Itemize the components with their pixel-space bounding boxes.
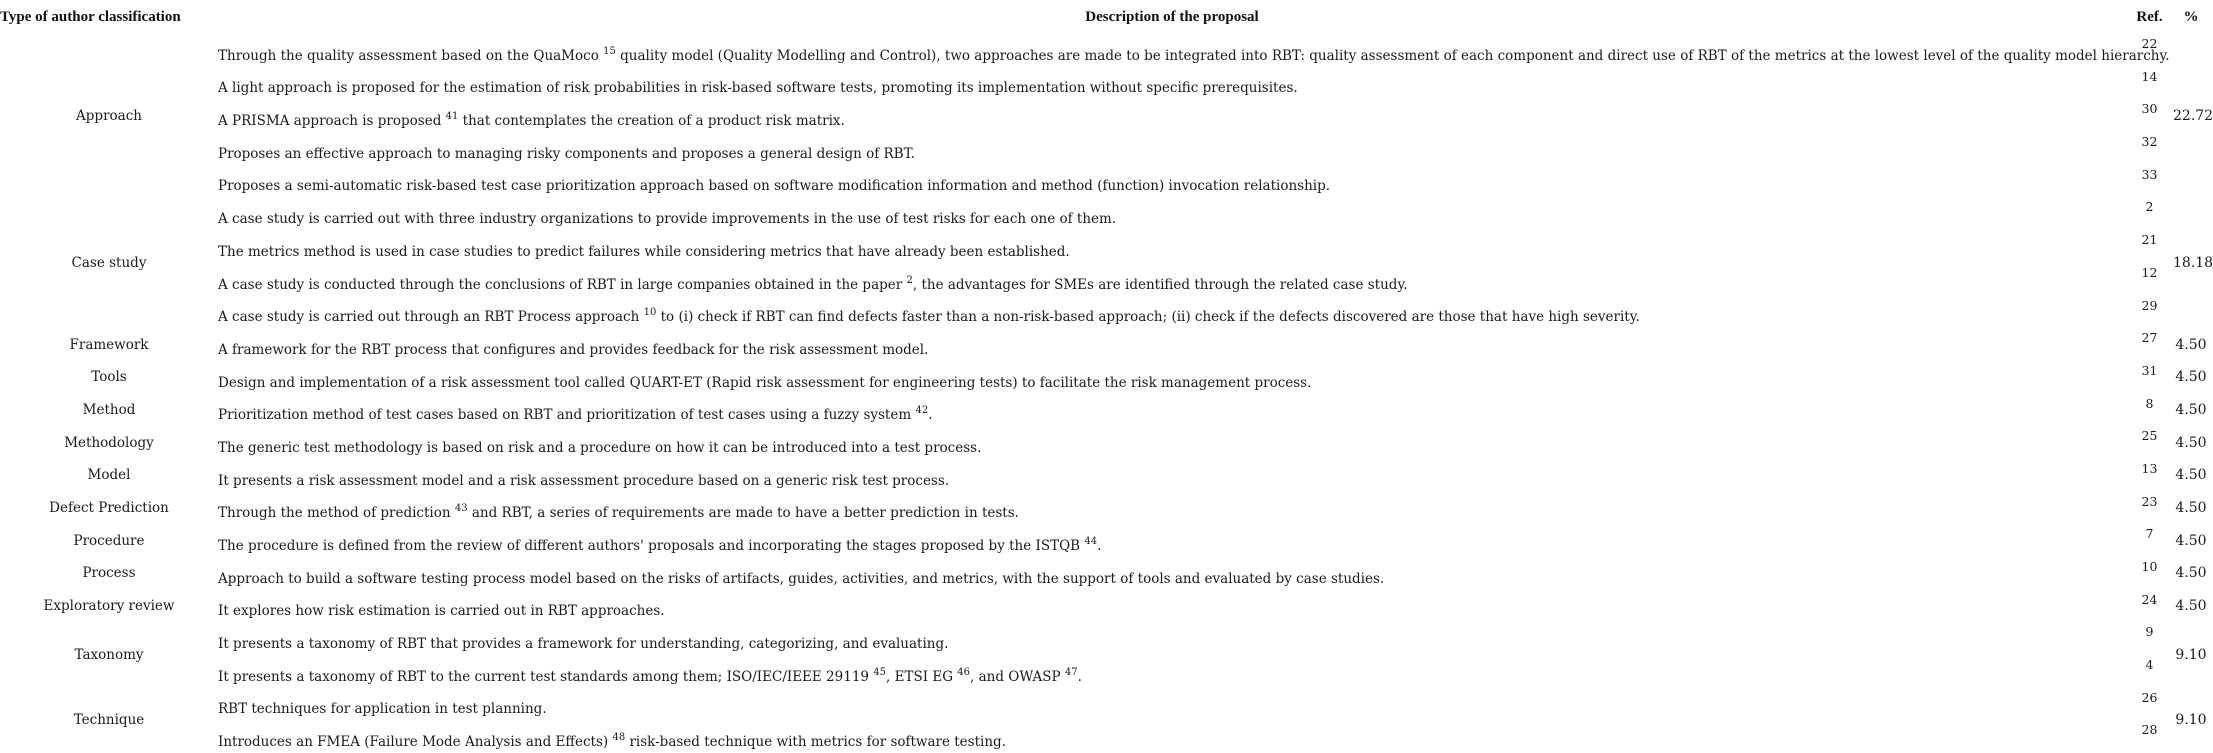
table-row xyxy=(0,67,2209,100)
citation-superscript: 47 xyxy=(1064,666,1078,678)
table-row xyxy=(0,655,2209,688)
description-text: Design and implementation of a risk assessment tool called QUART-ET (Rapid risk assessment for engineering tests) to facilitate the risk management process. xyxy=(218,374,1312,391)
description-text: A case study is carried out through an RBT Process approach xyxy=(218,309,644,326)
percentage-value: 9.10 xyxy=(2175,712,2207,729)
percentage-value: 4.50 xyxy=(2175,598,2207,615)
proposal-description xyxy=(218,590,2126,623)
description-text: Prioritization method of test cases based on RBT and prioritization of test cases using a fuzzy system xyxy=(218,407,916,424)
table-row xyxy=(0,132,2209,165)
reference-number: 28 xyxy=(2141,722,2158,738)
reference-number: 25 xyxy=(2141,428,2158,444)
citation-superscript: 15 xyxy=(603,45,616,57)
citation-superscript: 43 xyxy=(454,503,468,515)
reference-number: 8 xyxy=(2145,395,2154,411)
proposal-description xyxy=(218,230,2126,263)
citation-superscript: 2 xyxy=(906,274,913,286)
reference-number: 4 xyxy=(2145,657,2154,673)
reference-number: 26 xyxy=(2141,689,2158,705)
classification-type: Procedure xyxy=(73,532,145,549)
table-row xyxy=(0,230,2209,263)
description-text: A case study is conducted through the conclusions of RBT in large companies obtained in the paper xyxy=(218,276,907,293)
description-text: The procedure is defined from the review of different authors' proposals and incorporating the stages proposed by the ISTQB xyxy=(218,538,1085,554)
description-text: that contemplates the creation of a product risk matrix. xyxy=(458,113,845,130)
citation-superscript: 48 xyxy=(612,732,626,744)
description-text: quality model (Quality Modelling and Control), two approaches are made to be integrated into RBT: quality assessment of each component and direct use of RBT of the metrics at the lowest level of the quality model hierarchy. xyxy=(615,47,2170,64)
percentage-value: 22.72 xyxy=(2173,107,2213,124)
percentage-value: 4.50 xyxy=(2175,467,2207,484)
proposal-description xyxy=(218,426,2126,459)
proposal-description xyxy=(218,132,2126,165)
description-text: A framework for the RBT process that configures and provides feedback for the risk assessment model. xyxy=(218,341,929,358)
proposal-description xyxy=(218,688,2126,721)
classification-type: Case study xyxy=(71,254,147,271)
proposal-description xyxy=(218,524,2126,557)
table-row xyxy=(0,688,2209,721)
proposal-description xyxy=(218,165,2126,198)
table-row xyxy=(0,524,2209,557)
header-row xyxy=(0,0,2209,34)
reference-number: 27 xyxy=(2141,330,2158,346)
proposal-description xyxy=(218,99,2126,132)
proposal-description xyxy=(218,720,2126,753)
percentage-value: 9.10 xyxy=(2175,647,2207,664)
classification-type: Approach xyxy=(76,107,142,124)
citation-superscript: 45 xyxy=(873,666,887,678)
description-text: , ETSI EG xyxy=(886,668,958,685)
proposal-description xyxy=(218,296,2126,329)
citation-superscript: 44 xyxy=(1084,536,1098,547)
table-row xyxy=(0,394,2209,427)
table-row xyxy=(0,492,2209,525)
proposal-description xyxy=(218,622,2126,655)
table-row xyxy=(0,34,2209,67)
description-text: Approach to build a software testing process model based on the risks of artifacts, guides, activities, and metrics, with the support of tools and evaluated by case studies. xyxy=(218,570,1385,587)
table-row xyxy=(0,361,2209,394)
table-body xyxy=(0,34,2213,753)
table-row xyxy=(0,328,2209,361)
reference-number: 9 xyxy=(2145,624,2154,640)
description-text: The metrics method is used in case studies to predict failures while considering metrics that have already been established. xyxy=(218,243,1070,260)
proposal-description xyxy=(218,263,2126,296)
proposal-description xyxy=(218,361,2126,394)
table-row xyxy=(0,590,2209,623)
proposal-description xyxy=(218,67,2126,100)
percentage-value: 4.50 xyxy=(2175,336,2207,353)
header-type: Type of author classification xyxy=(0,8,181,25)
reference-number: 30 xyxy=(2141,101,2158,117)
percentage-value: 4.50 xyxy=(2175,434,2207,451)
table-row xyxy=(0,296,2209,329)
table-row xyxy=(0,720,2209,753)
table-row xyxy=(0,426,2209,459)
reference-number: 14 xyxy=(2141,68,2158,84)
reference-number: 24 xyxy=(2141,591,2158,607)
citation-superscript: 41 xyxy=(445,111,459,123)
description-text: Introduces an FMEA (Failure Mode Analysis and Effects) xyxy=(218,734,613,751)
header-description: Description of the proposal xyxy=(1085,8,1259,25)
header-ref: Ref. xyxy=(2136,8,2163,25)
description-text: A PRISMA approach is proposed xyxy=(218,113,446,130)
reference-number: 12 xyxy=(2141,264,2158,280)
table-row xyxy=(0,165,2209,198)
description-text: Through the quality assessment based on the QuaMoco xyxy=(218,47,604,64)
description-text: A case study is carried out with three industry organizations to provide improvements in the use of test risks for each one of them. xyxy=(218,211,1117,228)
proposal-description xyxy=(218,394,2126,427)
classification-type: Technique xyxy=(73,712,145,729)
classification-type: Defect Prediction xyxy=(49,499,169,516)
proposal-description xyxy=(218,328,2126,361)
table-row xyxy=(0,99,2209,132)
description-text: It explores how risk estimation is carried out in RBT approaches. xyxy=(218,603,665,620)
citation-superscript: 10 xyxy=(643,307,657,319)
description-text: . xyxy=(928,407,933,424)
percentage-value: 4.50 xyxy=(2175,401,2207,418)
description-text: It presents a taxonomy of RBT to the current test standards among them; ISO/IEC/IEEE 29119 xyxy=(218,668,874,685)
reference-number: 21 xyxy=(2141,232,2158,248)
table-row xyxy=(0,263,2209,296)
reference-number: 2 xyxy=(2145,199,2154,215)
reference-number: 33 xyxy=(2141,166,2158,182)
description-text: . xyxy=(1077,668,1082,685)
description-text: Through the method of prediction xyxy=(218,505,455,522)
proposal-description xyxy=(218,492,2126,525)
reference-number: 23 xyxy=(2141,493,2158,509)
classification-type: Process xyxy=(82,565,136,582)
reference-number: 13 xyxy=(2141,460,2158,476)
classification-type: Framework xyxy=(69,336,149,353)
description-text: Proposes a semi-automatic risk-based test case prioritization approach based on software modification information and method (function) invocation relationship. xyxy=(218,178,1331,195)
percentage-value: 18.18 xyxy=(2173,254,2213,271)
classification-type: Exploratory review xyxy=(43,598,175,615)
table-row xyxy=(0,622,2209,655)
classification-type: Taxonomy xyxy=(74,647,144,664)
percentage-value: 4.50 xyxy=(2175,565,2207,582)
reference-number: 10 xyxy=(2141,559,2158,574)
classification-type: Method xyxy=(82,401,136,418)
table-row xyxy=(0,459,2209,492)
description-text: Proposes an effective approach to managing risky components and proposes a general design of RBT. xyxy=(218,145,915,162)
table-row xyxy=(0,557,2209,590)
percentage-value: 4.50 xyxy=(2175,369,2207,386)
description-text: . xyxy=(1097,538,1102,554)
description-text: , and OWASP xyxy=(970,668,1065,685)
description-text: , the advantages for SMEs are identified through the related case study. xyxy=(912,276,1408,293)
reference-number: 7 xyxy=(2145,526,2154,542)
description-text: It presents a risk assessment model and a risk assessment procedure based on a generic risk test process. xyxy=(218,472,950,489)
proposal-description xyxy=(218,655,2126,688)
table-header xyxy=(0,0,2209,34)
citation-superscript: 42 xyxy=(915,405,929,417)
reference-number: 31 xyxy=(2141,362,2158,378)
description-text: The generic test methodology is based on risk and a procedure on how it can be introduced into a test process. xyxy=(218,439,982,456)
table-row xyxy=(0,197,2209,230)
description-text: and RBT, a series of requirements are made to have a better prediction in tests. xyxy=(467,505,1019,522)
classification-type: Tools xyxy=(91,369,127,386)
classification-type: Methodology xyxy=(64,434,154,451)
classification-type: Model xyxy=(87,467,131,484)
citation-superscript: 46 xyxy=(957,666,971,678)
reference-number: 29 xyxy=(2141,297,2158,313)
description-text: RBT techniques for application in test planning. xyxy=(218,701,547,718)
description-text: A light approach is proposed for the estimation of risk probabilities in risk-based software tests, promoting its implementation without specific prerequisites. xyxy=(218,80,1298,97)
proposal-description xyxy=(218,459,2126,492)
percentage-value: 4.50 xyxy=(2175,499,2207,516)
reference-number: 32 xyxy=(2141,134,2158,150)
header-percent: % xyxy=(2183,8,2199,25)
percentage-value: 4.50 xyxy=(2175,532,2207,549)
description-text: It presents a taxonomy of RBT that provides a framework for understanding, categorizing, and evaluating. xyxy=(218,636,949,653)
description-text: to (i) check if RBT can find defects faster than a non-risk-based approach; (ii) check if the defects discovered are those that have high severity. xyxy=(656,309,1640,326)
proposal-description xyxy=(218,197,2126,230)
proposal-description xyxy=(218,557,2126,590)
description-text: risk-based technique with metrics for software testing. xyxy=(625,734,1006,751)
reference-number: 22 xyxy=(2141,36,2158,51)
